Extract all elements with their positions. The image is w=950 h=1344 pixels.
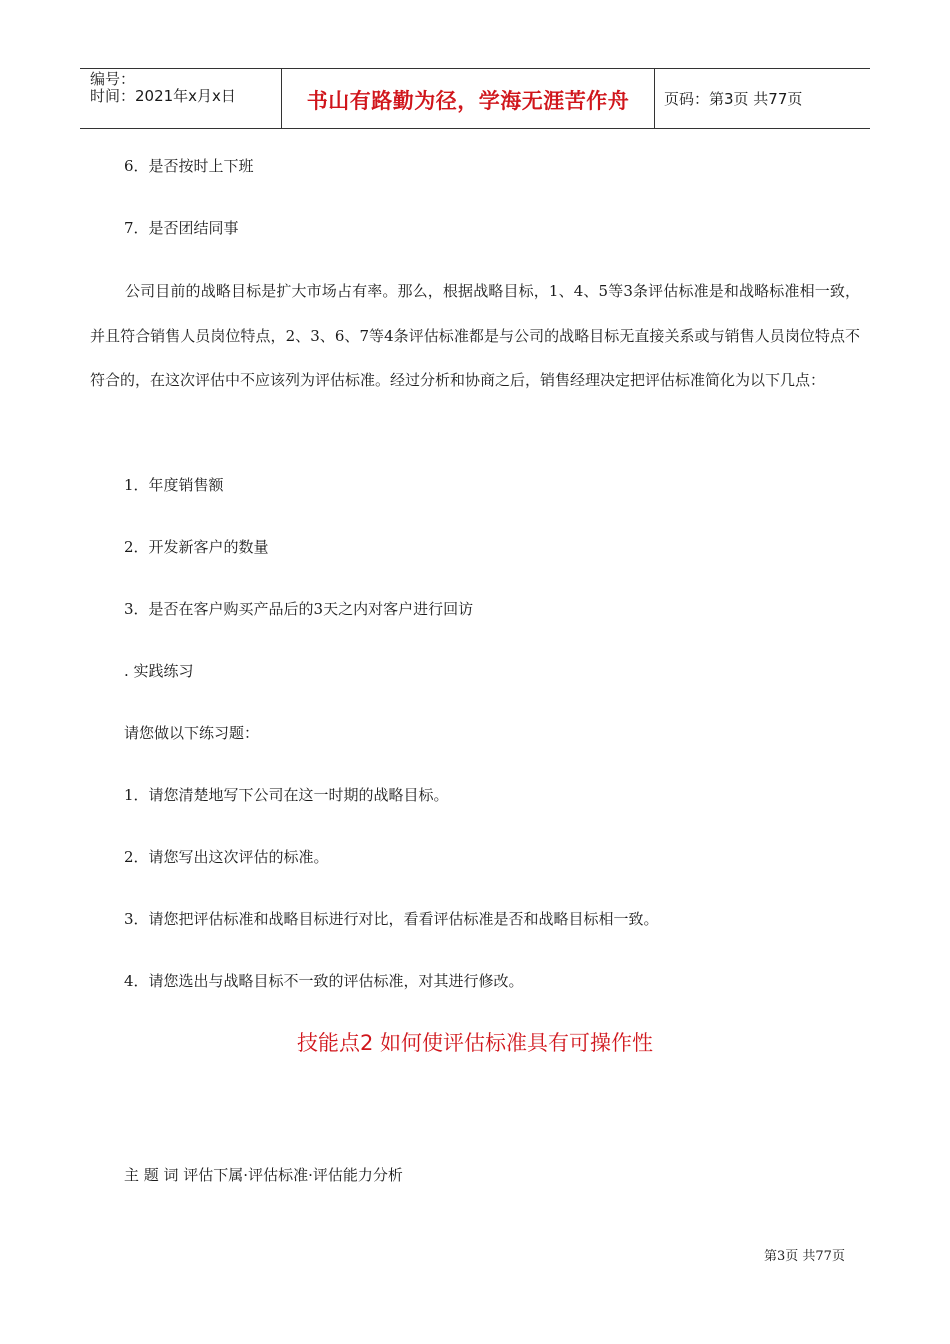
exercise-item: 3．请您把评估标准和战略目标进行对比，看看评估标准是否和战略目标相一致。	[124, 910, 659, 928]
list-item: 7．是否团结同事	[124, 219, 239, 237]
header-time: 时间：2021年x月x日	[90, 87, 236, 105]
header-page-cell	[655, 69, 870, 128]
header-motto-cell	[282, 69, 655, 128]
header-page-info: 页码：第3页 共77页	[664, 90, 803, 108]
list-item: 2．开发新客户的数量	[124, 538, 269, 556]
header-number-label: 编号：	[90, 70, 136, 88]
header-meta	[80, 69, 282, 128]
list-item: 3．是否在客户购买产品后的3天之内对客户进行回访	[124, 600, 474, 618]
page-footer: 第3页 共77页	[764, 1249, 845, 1264]
list-item: 6．是否按时上下班	[124, 157, 254, 175]
header-motto: 书山有路勤为径，学海无涯苦作舟	[306, 88, 630, 113]
exercise-item: 4．请您选出与战略目标不一致的评估标准，对其进行修改。	[124, 972, 524, 990]
list-item: 1．年度销售额	[124, 476, 224, 494]
section-title: 技能点2 如何使评估标准具有可操作性	[296, 1031, 654, 1055]
practice-intro: 请您做以下练习题：	[124, 724, 260, 742]
exercise-item: 2．请您写出这次评估的标准。	[124, 848, 329, 866]
page-header	[80, 68, 870, 129]
keywords-line: 主 题 词 评估下属·评估标准·评估能力分析	[124, 1166, 403, 1184]
practice-heading: . 实践练习	[124, 662, 194, 680]
body-paragraph: 公司目前的战略目标是扩大市场占有率。那么，根据战略目标，1、4、5等3条评估标准是和战略标准相一致，并且符合销售人员岗位特点，2、3、6、7等4条评估标准都是与公司的战略目标无直接关系或与销售人员岗位特点不符合的，在这次评估中不应该列为评估标准。经过分析和协商之后，销售经理决定把评估标准简化为以下几点：	[90, 282, 860, 389]
exercise-item: 1．请您清楚地写下公司在这一时期的战略目标。	[124, 786, 449, 804]
